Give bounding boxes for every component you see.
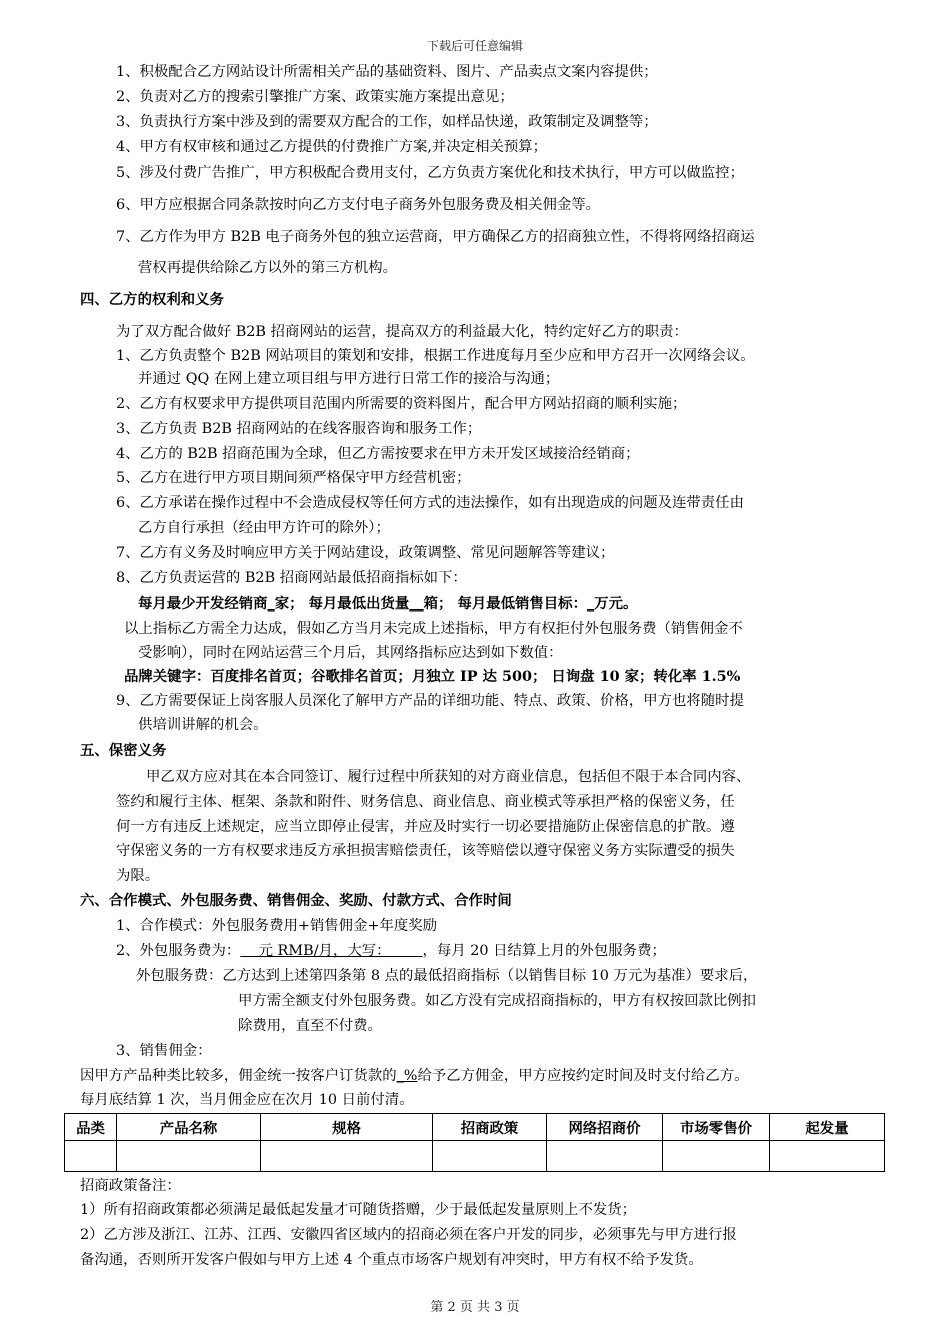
table-cell: [117, 1141, 261, 1172]
sec4-item-9: 9、乙方需要保证上岗客服人员深化了解甲方产品的详细功能、特点、政策、价格，甲方也将随时提: [116, 693, 744, 709]
col-online-price: 网络招商价: [547, 1114, 663, 1141]
table-cell: [65, 1141, 117, 1172]
fee-settlement: ，每月 20 日结算上月的外包服务费；: [422, 943, 666, 959]
sec3-item-7: 7、乙方作为甲方 B2B 电子商务外包的独立运营商，甲方确保乙方的招商独立性，不得将网络招商运: [116, 229, 755, 245]
sec4-item-1: 1、乙方负责整个 B2B 网站项目的策划和安排，根据工作进度每月至少应和甲方召开一次网络会议。: [116, 348, 755, 364]
sec6-fee-desc-3: 除费用，直至不付费。: [238, 1018, 382, 1034]
sec3-item-2: 2、负责对乙方的搜索引擎推广方案、政策实施方案提出意见；: [116, 89, 514, 105]
sec4-item-3: 3、乙方负责 B2B 招商网站的在线客服咨询和服务工作；: [116, 421, 482, 437]
sec6-fee-desc-1: 外包服务费：乙方达到上述第四条第 8 点的最低招商指标（以销售目标 10 万元为基准）要求后，: [136, 968, 758, 984]
page-header: 下载后可任意编辑: [426, 39, 523, 53]
section-4-intro: 为了双方配合做好 B2B 招商网站的运营，提高双方的利益最大化，特约定好乙方的职责：: [116, 324, 688, 340]
sec3-item-1: 1、积极配合乙方网站设计所需相关产品的基础资料、图片、产品卖点文案内容提供；: [116, 64, 658, 80]
sec5-line-4: 守保密义务的一方有权要求违反方承担损害赔偿责任，该等赔偿以遵守保密义务方实际遭受的损失: [116, 843, 735, 859]
target-sales-unit: 万元。: [594, 595, 638, 612]
target-dealers-label: 每月最少开发经销商: [138, 595, 268, 612]
sec4-item-7: 7、乙方有义务及时响应甲方关于网站建设，政策调整、常见问题解答等建议；: [116, 545, 615, 561]
commission-rate-blank: _%: [396, 1068, 418, 1084]
sec6-fee: [116, 941, 666, 961]
sec4-item-4: 4、乙方的 B2B 招商范围为全球，但乙方需按要求在甲方未开发区域接洽经销商；: [116, 446, 640, 462]
sec4-item-5: 5、乙方在进行甲方项目期间须严格保守甲方经营机密；: [116, 470, 471, 486]
target-shipment-blank: __: [409, 595, 424, 612]
product-table: [64, 1113, 885, 1172]
col-policy: 招商政策: [433, 1114, 547, 1141]
table-row: [65, 1141, 885, 1172]
sec3-item-3: 3、负责执行方案中涉及到的需要双方配合的工作，如样品快递，政策制定及调整等；: [116, 114, 658, 130]
col-product-name: 产品名称: [117, 1114, 261, 1141]
sec3-item-7-cont: 营权再提供给除乙方以外的第三方机构。: [138, 260, 398, 276]
note-1: 1）所有招商政策都必须满足最低起发量才可随货搭赠，少于最低起发量原则上不发货；: [80, 1202, 637, 1218]
sec6-mode: 1、合作模式：外包服务费用+销售佣金+年度奖励: [116, 918, 438, 934]
col-retail-price: 市场零售价: [663, 1114, 770, 1141]
sec5-line-1: 甲乙双方应对其在本合同签订、履行过程中所获知的对方商业信息，包括但不限于本合同内容、: [146, 769, 751, 785]
sec4-note-line-2: 受影响），同时在网站运营三个月后，其网络指标应达到如下数值：: [138, 645, 563, 661]
sec3-item-6: 6、甲方应根据合同条款按时向乙方支付电子商务外包服务费及相关佣金等。: [116, 197, 601, 213]
sec5-line-5: 为限。: [116, 868, 160, 884]
sec5-line-2: 签约和履行主体、框架、条款和附件、财务信息、商业信息、商业模式等承担严格的保密义务，任: [116, 794, 735, 810]
sec3-item-5: 5、涉及付费广告推广，甲方积极配合费用支付，乙方负责方案优化和技术执行，甲方可以做监控；: [116, 165, 744, 181]
col-spec: 规格: [261, 1114, 433, 1141]
target-sales-label: 箱； 每月最低销售目标：: [423, 595, 587, 612]
table-header-row: [65, 1114, 885, 1141]
sec4-item-9-cont: 供培训讲解的机会。: [138, 717, 268, 733]
sec5-line-3: 何一方有违反上述规定，应当立即停止侵害，并应及时实行一切必要措施防止保密信息的扩散。遵: [116, 819, 735, 835]
sec6-commission-label: 3、销售佣金：: [116, 1043, 212, 1059]
sec6-commission: [80, 1066, 748, 1086]
sec4-item-1-cont: 并通过 QQ 在网上建立项目组与甲方进行日常工作的接洽与沟通；: [138, 371, 560, 387]
sec4-targets: [138, 594, 637, 614]
col-category: 品类: [65, 1114, 117, 1141]
page-footer: 第 2 页 共 3 页: [430, 1300, 520, 1315]
sec4-item-2: 2、乙方有权要求甲方提供项目范围内所需要的资料图片，配合甲方网站招商的顺利实施；: [116, 396, 687, 412]
sec3-item-4: 4、甲方有权审核和通过乙方提供的付费推广方案,并决定相关预算；: [116, 139, 548, 155]
section-4-title: 四、乙方的权利和义务: [80, 291, 224, 308]
section-5-title: 五、保密义务: [80, 742, 167, 759]
note-2: 2）乙方涉及浙江、江苏、江西、安徽四省区域内的招商必须在客户开发的同步，必须事先与甲方进行报: [80, 1227, 737, 1243]
table-cell: [663, 1141, 770, 1172]
section-6-title: 六、合作模式、外包服务费、销售佣金、奖励、付款方式、合作时间: [80, 892, 512, 909]
table-cell: [770, 1141, 885, 1172]
sec4-item-8: 8、乙方负责运营的 B2B 招商网站最低招商指标如下：: [116, 570, 467, 586]
sec4-brand-keywords: 品牌关键字：百度排名首页；谷歌排名首页；月独立 IP 达 500； 日询盘 10 家；转化率 1.5%: [124, 668, 741, 685]
commission-text: 因甲方产品种类比较多，佣金统一按客户订货款的: [80, 1068, 397, 1084]
sec6-settlement: 每月底结算 1 次，当月佣金应在次月 10 日前付清。: [80, 1092, 414, 1108]
target-sales-blank: _: [586, 595, 595, 612]
table-cell: [433, 1141, 547, 1172]
commission-payment: 给予乙方佣金，甲方应按约定时间及时支付给乙方。: [417, 1068, 749, 1084]
target-dealers-blank: _: [267, 595, 275, 612]
sec6-fee-desc-2: 甲方需全额支付外包服务费。如乙方没有完成招商指标的，甲方有权按回款比例扣: [238, 993, 757, 1009]
col-min-order: 起发量: [770, 1114, 885, 1141]
fee-amount-blank: 元 RMB/月，大写：: [240, 943, 423, 959]
sec4-item-6: 6、乙方承诺在操作过程中不会造成侵权等任何方式的违法操作，如有出现造成的问题及连带责任由: [116, 495, 744, 511]
table-cell: [547, 1141, 663, 1172]
notes-title: 招商政策备注：: [80, 1178, 181, 1194]
sec4-note-line-1: 以上指标乙方需全力达成，假如乙方当月未完成上述指标，甲方有权拒付外包服务费（销售佣金不: [124, 621, 743, 637]
sec4-item-6-cont: 乙方自行承担（经由甲方许可的除外）；: [138, 520, 390, 536]
target-shipment-label: 家； 每月最低出货量: [274, 595, 410, 612]
fee-label: 2、外包服务费为：: [116, 943, 241, 959]
note-2-cont: 备沟通，否则所开发客户假如与甲方上述 4 个重点市场客户规划有冲突时，甲方有权不给予发货。: [80, 1252, 703, 1268]
table-cell: [261, 1141, 433, 1172]
